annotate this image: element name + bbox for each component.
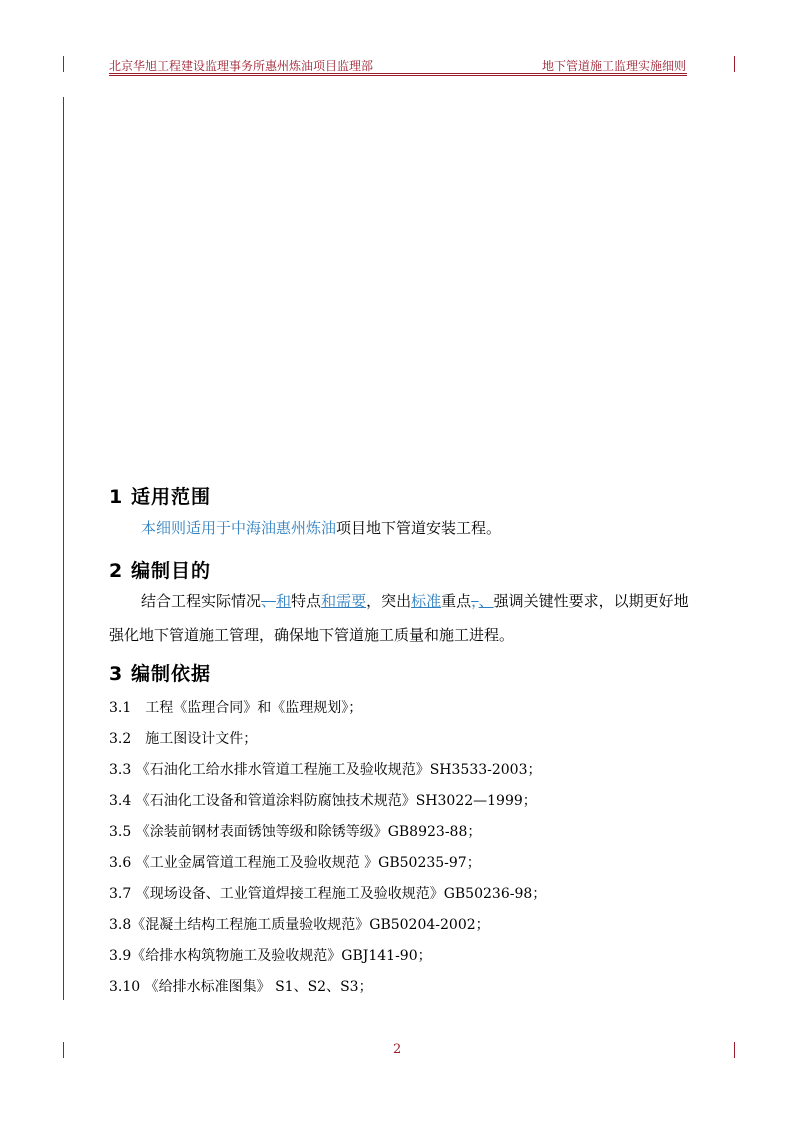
body-text: ，突出 (366, 592, 412, 610)
reference-item: 3.8《混凝土结构工程施工质量验收规范》GB50204-2002； (109, 917, 490, 933)
reference-item: 3.9《给排水构筑物施工及验收规范》GBJ141-90； (109, 948, 432, 964)
header-organization: 北京华旭工程建设监理事务所惠州炼油项目监理部 (109, 59, 374, 73)
crop-mark-top-right (734, 56, 735, 72)
section-title: 编制目的 (131, 560, 212, 582)
crop-mark-bottom-left (63, 1042, 64, 1058)
reference-item: 3.7 《现场设备、工业管道焊接工程施工及验收规范》GB50236-98； (109, 886, 547, 902)
inserted-text: 和 (276, 592, 292, 610)
section-2-body (109, 584, 689, 652)
section-1-body (109, 511, 689, 545)
reference-item: 3.4 《石油化工设备和管道涂料防腐蚀技术规范》SH3022—1999； (109, 793, 537, 809)
body-text: 强调关键性要求，以期更好地强化地下管道施工管理，确保地下管道施工质量和施工进程。 (109, 592, 689, 644)
section-heading-3 (109, 659, 211, 686)
section-heading-2 (109, 556, 211, 583)
reference-item: 3.1 工程《监理合同》和《监理规划》； (109, 700, 363, 716)
reference-item: 3.2 施工图设计文件； (109, 731, 258, 747)
header-rule-secondary (109, 75, 687, 76)
reference-item: 3.3 《石油化工给水排水管道工程施工及验收规范》SH3533-2003； (109, 762, 542, 778)
body-text: 特点 (291, 592, 322, 610)
inserted-text: 和需要 (321, 592, 367, 610)
deleted-text: ， (471, 592, 479, 610)
section-number: 1 (109, 486, 124, 508)
header-document-title: 地下管道施工监理实施细则 (541, 59, 686, 73)
inserted-text: 标准 (411, 592, 442, 610)
crop-mark-bottom-right (734, 1042, 735, 1058)
reference-item: 3.10 《给排水标准图集》 S1、S2、S3； (109, 979, 373, 995)
body-text: 结合工程实际情况 (141, 592, 262, 610)
section-number: 3 (109, 663, 124, 685)
header-rule (109, 73, 687, 74)
body-text: 项目地下管道安装工程。 (336, 519, 502, 537)
section-heading-1 (109, 482, 211, 509)
section-title: 适用范围 (131, 486, 212, 508)
body-highlighted-text: 本细则适用于中海油惠州炼油 (141, 519, 337, 537)
page-number: 2 (393, 1042, 402, 1057)
section-number: 2 (109, 560, 124, 582)
body-text: 重点 (441, 592, 472, 610)
section-title: 编制依据 (131, 663, 212, 685)
inserted-text: 、 (478, 592, 494, 610)
crop-mark-top-left (63, 56, 64, 72)
change-bar (63, 97, 64, 1000)
reference-item: 3.6 《工业金属管道工程施工及验收规范 》GB50235-97； (109, 855, 481, 871)
reference-item: 3.5 《涂装前钢材表面锈蚀等级和除锈等级》GB8923-88； (109, 824, 482, 840)
deleted-text: 、 (261, 592, 277, 610)
